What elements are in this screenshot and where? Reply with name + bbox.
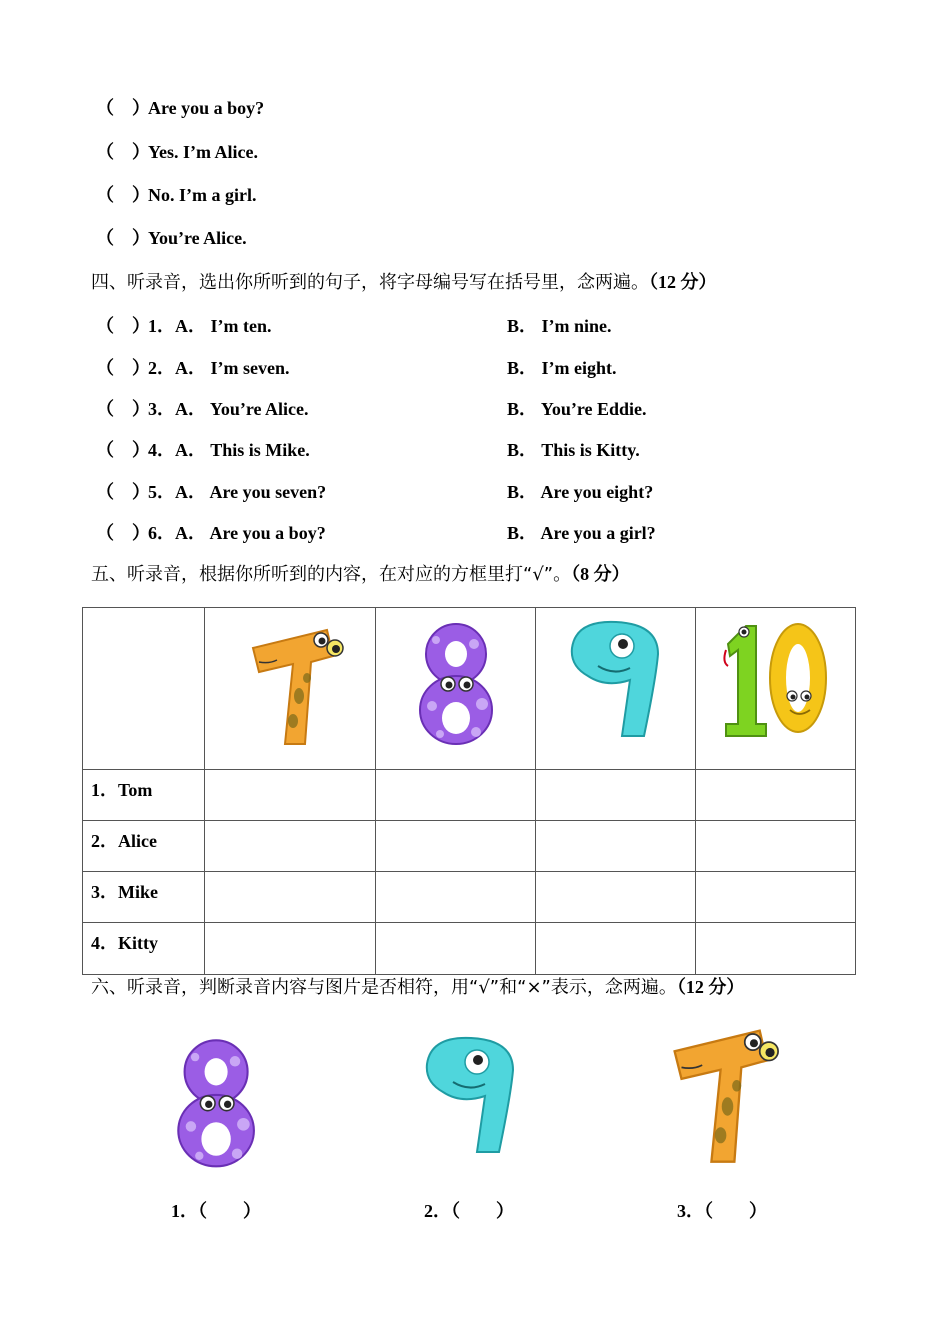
option-b-label: B． <box>507 482 538 502</box>
option-b-text: Are you a girl? <box>540 523 656 543</box>
choice-item-5 <box>96 480 326 504</box>
tick-table <box>82 607 856 975</box>
section-4-title: 四、听录音，选出你所听到的句子，将字母编号写在括号里，念两遍。 <box>91 272 649 293</box>
answer-paren[interactable]: （ ） <box>96 440 150 460</box>
tick-box[interactable] <box>376 923 536 975</box>
number-eight-figure <box>160 1030 280 1170</box>
section-6-title: 六、听录音，判断录音内容与图片是否相符，用“√”和“×”表示，念两遍。 <box>91 977 677 998</box>
tick-box[interactable] <box>536 821 696 872</box>
judge-answer-2[interactable]: 2．（ ） <box>424 1201 514 1221</box>
section-6-heading <box>91 975 744 1000</box>
section-4-points: （12 分） <box>649 272 717 292</box>
table-row <box>83 770 856 821</box>
option-a-text: I’m seven. <box>210 358 290 378</box>
option-b-text: This is Kitty. <box>541 440 640 460</box>
option-a-label: A． <box>175 399 206 419</box>
option-b-text: I’m eight. <box>541 358 617 378</box>
corner-cell <box>83 608 205 770</box>
tick-box[interactable] <box>696 770 856 821</box>
choice-item-6-b <box>507 521 656 545</box>
option-a-text: Are you a boy? <box>209 523 326 543</box>
answer-paren[interactable]: （ ） <box>96 358 150 378</box>
option-a-text: Are you seven? <box>209 482 327 502</box>
row-name-cell <box>83 821 205 872</box>
option-a-label: A． <box>175 316 206 336</box>
choice-item-6 <box>96 521 326 545</box>
option-a-label: A． <box>175 482 206 502</box>
choice-item-4-b <box>507 438 640 462</box>
answer-paren[interactable]: （ ） <box>96 399 150 419</box>
number-nine-figure <box>536 608 695 768</box>
answer-paren[interactable]: （ ） <box>96 142 150 162</box>
choice-item-2 <box>96 356 290 380</box>
choice-item-1 <box>96 314 272 338</box>
tick-box[interactable] <box>536 872 696 923</box>
column-ten <box>696 608 856 770</box>
judge-answer-1[interactable]: 1．（ ） <box>171 1201 261 1221</box>
section-4-heading <box>91 270 717 295</box>
line-text: Are you a boy? <box>148 98 265 118</box>
tick-box[interactable] <box>205 923 376 975</box>
line-text: You’re Alice. <box>148 228 247 248</box>
column-seven <box>205 608 376 770</box>
tick-box[interactable] <box>696 872 856 923</box>
item-number: 6． <box>148 523 175 543</box>
table-row <box>83 821 856 872</box>
number-eight-figure <box>376 608 535 768</box>
choice-item-2-b <box>507 356 617 380</box>
option-b-text: You’re Eddie. <box>540 399 647 419</box>
ordering-line-4 <box>96 226 247 250</box>
number-ten-figure <box>696 608 855 768</box>
row-name-cell <box>83 770 205 821</box>
tick-box[interactable] <box>205 872 376 923</box>
number-seven-figure <box>664 1022 788 1172</box>
row-number: 3． <box>91 882 118 902</box>
line-text: No. I’m a girl. <box>148 185 257 205</box>
answer-paren[interactable]: （ ） <box>96 482 150 502</box>
column-eight <box>376 608 536 770</box>
choice-item-3-b <box>507 397 647 421</box>
row-number: 4． <box>91 933 118 953</box>
line-text: Yes. I’m Alice. <box>148 142 258 162</box>
ordering-line-2 <box>96 140 258 164</box>
option-b-label: B． <box>507 358 538 378</box>
tick-box[interactable] <box>536 770 696 821</box>
tick-box[interactable] <box>205 770 376 821</box>
tick-box[interactable] <box>376 821 536 872</box>
option-b-label: B． <box>507 399 538 419</box>
row-name: Mike <box>118 882 158 902</box>
answer-paren[interactable]: （ ） <box>96 523 150 543</box>
row-name: Alice <box>118 831 157 851</box>
tick-box[interactable] <box>205 821 376 872</box>
table-header-row <box>83 608 856 770</box>
row-number: 1． <box>91 780 118 800</box>
row-name-cell <box>83 923 205 975</box>
tick-box[interactable] <box>376 872 536 923</box>
number-nine-figure <box>415 1030 525 1160</box>
answer-paren[interactable]: （ ） <box>96 316 150 336</box>
option-a-label: A． <box>175 523 206 543</box>
choice-item-5-b <box>507 480 653 504</box>
choice-item-3 <box>96 397 309 421</box>
tick-box[interactable] <box>536 923 696 975</box>
item-number: 4． <box>148 440 175 460</box>
judge-answer-3[interactable]: 3．（ ） <box>677 1201 767 1221</box>
tick-box[interactable] <box>696 923 856 975</box>
section-5-points: （8 分） <box>571 564 630 584</box>
option-b-text: Are you eight? <box>540 482 654 502</box>
choice-item-4 <box>96 438 310 462</box>
tick-box[interactable] <box>376 770 536 821</box>
section-5-title: 五、听录音，根据你所听到的内容，在对应的方框里打“√”。 <box>91 564 572 585</box>
table-row <box>83 923 856 975</box>
number-seven-figure <box>205 608 375 768</box>
item-number: 3． <box>148 399 175 419</box>
item-number: 5． <box>148 482 175 502</box>
option-b-label: B． <box>507 523 538 543</box>
choice-item-1-b <box>507 314 612 338</box>
item-number: 2． <box>148 358 175 378</box>
option-a-text: You’re Alice. <box>209 399 309 419</box>
answer-paren[interactable]: （ ） <box>96 98 150 118</box>
section-6-points: （12 分） <box>676 977 745 997</box>
option-a-text: I’m ten. <box>210 316 272 336</box>
row-number: 2． <box>91 831 118 851</box>
row-name-cell <box>83 872 205 923</box>
ordering-line-3 <box>96 183 256 207</box>
option-a-label: A． <box>175 358 206 378</box>
tick-box[interactable] <box>696 821 856 872</box>
option-b-label: B． <box>507 316 538 336</box>
table-row <box>83 872 856 923</box>
option-a-label: A． <box>175 440 206 460</box>
answer-paren[interactable]: （ ） <box>96 185 150 205</box>
option-a-text: This is Mike. <box>210 440 310 460</box>
column-nine <box>536 608 696 770</box>
section-5-heading <box>91 562 630 587</box>
option-b-text: I’m nine. <box>541 316 612 336</box>
row-name: Tom <box>118 780 153 800</box>
ordering-line-1 <box>96 96 264 120</box>
answer-paren[interactable]: （ ） <box>96 228 150 248</box>
row-name: Kitty <box>118 933 158 953</box>
item-number: 1． <box>148 316 175 336</box>
option-b-label: B． <box>507 440 538 460</box>
